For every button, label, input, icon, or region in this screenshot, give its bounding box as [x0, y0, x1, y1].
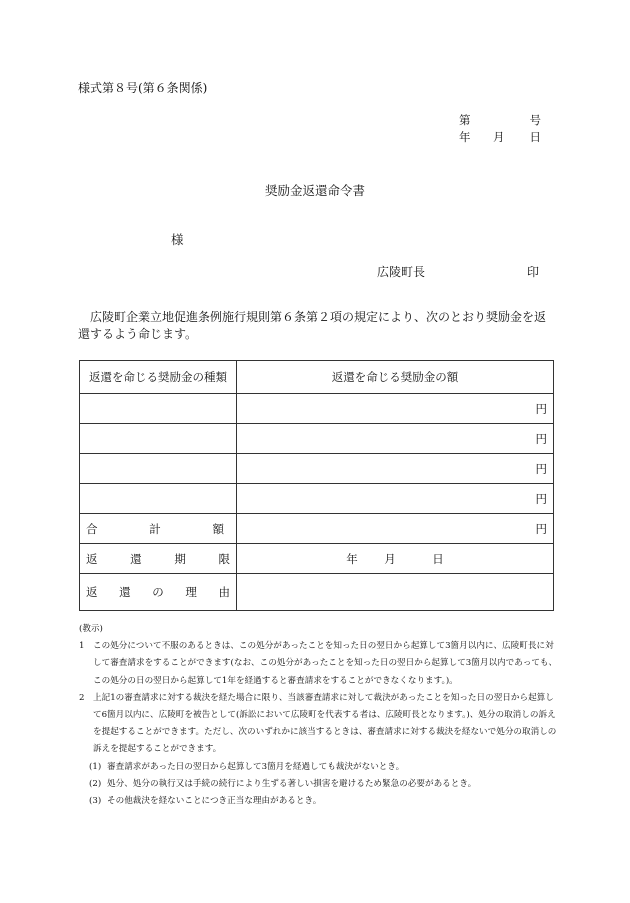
- table-row: [80, 484, 554, 514]
- amount-cell: 円: [237, 484, 554, 514]
- deadline-row: [80, 544, 554, 574]
- table-row: [80, 424, 554, 454]
- document-title: 奨励金返還命令書: [264, 183, 365, 198]
- refund-table: [79, 360, 554, 611]
- doc-number-suffix: 号: [529, 113, 541, 127]
- type-cell: [80, 454, 237, 484]
- body-paragraph: 広陵町企業立地促進条例施行規則第６条第２項の規定により、次のとおり奨励金を返還するよう命じます。: [78, 310, 547, 341]
- instruction-subitem: (3) その他裁決を経ないことにつき正当な理由があるとき。: [89, 796, 322, 807]
- issuer-name: 広陵町長: [377, 265, 426, 279]
- instructions: [79, 621, 559, 810]
- seal-mark: 印: [527, 265, 540, 279]
- table-header-row: [80, 361, 554, 394]
- reason-row: [80, 574, 554, 611]
- total-label: 合 計 額: [80, 514, 237, 544]
- instruction-item-2: 2 上記1の審査請求に対する裁決を経た場合に限り、当該審査請求に対して裁決があったことを知った日の翌日から起算して6箇月以内に、広陵町を被告として(訴訟において広陵町を代表する者は、広陵町長となります。)、処分の取消しの訴えを提起することができます。ただし、次のいずれかに該当するときは、審査請求に対する裁決を経ないで処分の取消しの訴えを提起することができます。: [79, 692, 557, 755]
- addressee-suffix: 様: [171, 232, 184, 247]
- reason-label: 返 還 の 理 由: [80, 574, 237, 611]
- amount-cell: 円: [237, 424, 554, 454]
- amount-cell: 円: [237, 394, 554, 424]
- reason-cell: [237, 574, 554, 611]
- doc-number-prefix: 第: [459, 113, 471, 127]
- table-row: [80, 454, 554, 484]
- type-cell: [80, 484, 237, 514]
- instructions-heading: (教示): [79, 624, 103, 634]
- header-type: 返還を命じる奨励金の種類: [80, 361, 237, 394]
- date-month: 月: [493, 130, 505, 144]
- instruction-subitem: (2) 処分、処分の執行又は手続の続行により生ずる著しい損害を避けるため緊急の必要があるとき。: [89, 778, 477, 789]
- instruction-subitem: (1) 審査請求があった日の翌日から起算して3箇月を経過しても裁決がないとき。: [89, 761, 405, 772]
- header-amount: 返還を命じる奨励金の額: [237, 361, 554, 394]
- total-amount-cell: 円: [237, 514, 554, 544]
- type-cell: [80, 424, 237, 454]
- instruction-item-1: 1 この処分について不服のあるときは、この処分があったことを知った日の翌日から起算して3箇月以内に、広陵町長に対して審査請求をすることができます(なお、この処分があったことを知った日の翌日から起算して3箇月以内であっても、この処分の日の翌日から起算して1年を経過すると審査請求をすることができなくなります。)。: [79, 641, 558, 686]
- total-row: [80, 514, 554, 544]
- deadline-date-cell: 年 月 日: [237, 544, 554, 574]
- type-cell: [80, 394, 237, 424]
- amount-cell: 円: [237, 454, 554, 484]
- deadline-label: 返 還 期 限: [80, 544, 237, 574]
- table-row: [80, 394, 554, 424]
- form-number: 様式第８号(第６条関係): [78, 81, 208, 95]
- date-year: 年: [459, 130, 471, 144]
- date-day: 日: [529, 130, 541, 144]
